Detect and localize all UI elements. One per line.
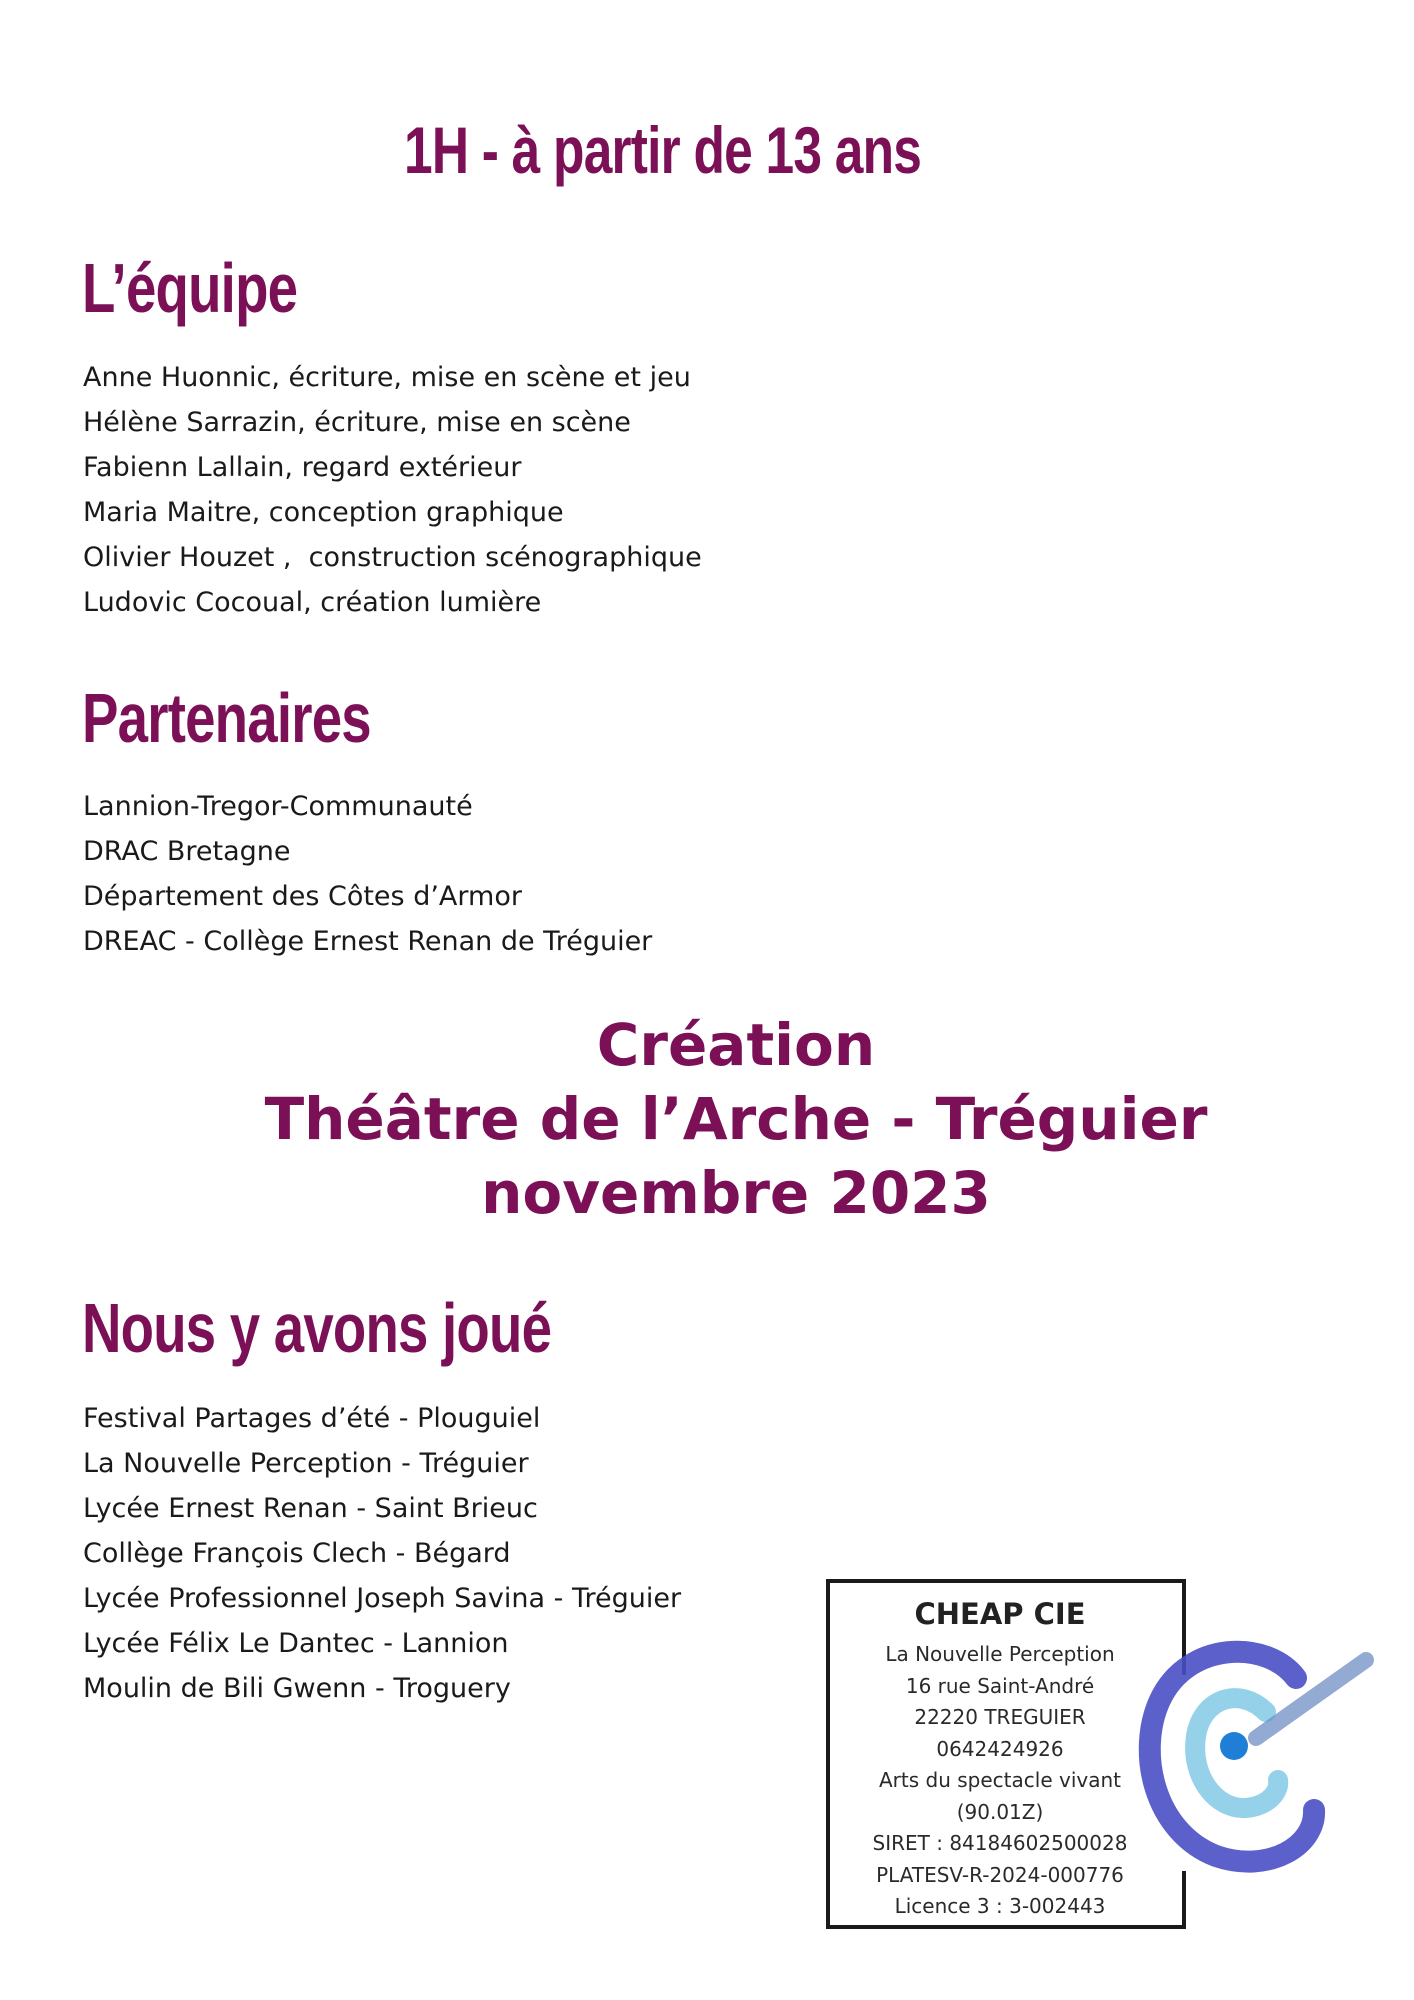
partenaires-title: Partenaires xyxy=(82,679,371,757)
venue-item: Festival Partages d’été - Plouguiel xyxy=(83,1403,541,1434)
venue-item: Lycée Félix Le Dantec - Lannion xyxy=(83,1628,509,1659)
company-line: (90.01Z) xyxy=(956,1799,1044,1824)
equipe-member: Maria Maitre, conception graphique xyxy=(83,497,564,528)
company-line: SIRET : 84184602500028 xyxy=(872,1831,1128,1855)
venue-list xyxy=(83,1396,681,1711)
joue-title: Nous y avons joué xyxy=(82,1289,552,1367)
logo-dot xyxy=(1220,1732,1248,1760)
equipe-member: Olivier Houzet , construction scénographique xyxy=(83,542,702,573)
company-line: 16 rue Saint-André xyxy=(905,1673,1095,1698)
card-frame-top xyxy=(830,1579,1182,1583)
equipe-member: Ludovic Cocoual, création lumière xyxy=(83,587,542,618)
creation-venue: Théâtre de l’Arche - Tréguier xyxy=(264,1085,1208,1153)
company-line: 22220 TREGUIER xyxy=(914,1705,1086,1729)
partner-item: Lannion-Tregor-Communauté xyxy=(83,791,473,822)
company-name: CHEAP CIE xyxy=(914,1597,1086,1631)
company-line: La Nouvelle Perception xyxy=(885,1642,1115,1666)
partner-item: DRAC Bretagne xyxy=(83,836,291,867)
creation-label: Création xyxy=(596,1011,876,1079)
company-line: Licence 3 : 3-002443 xyxy=(894,1894,1106,1918)
equipe-title: L’équipe xyxy=(82,249,298,327)
logo-brush-stroke xyxy=(1256,1660,1366,1738)
partner-item: DREAC - Collège Ernest Renan de Tréguier xyxy=(83,926,653,957)
venue-item: Lycée Ernest Renan - Saint Brieuc xyxy=(83,1493,538,1524)
partner-item: Département des Côtes d’Armor xyxy=(83,881,522,912)
venue-item: Lycée Professionnel Joseph Savina - Tréguier xyxy=(83,1583,682,1614)
equipe-member: Fabienn Lallain, regard extérieur xyxy=(83,452,522,483)
creation-date: novembre 2023 xyxy=(481,1159,991,1227)
age-line: 1H - à partir de 13 ans xyxy=(404,113,922,187)
creation-block xyxy=(0,1008,1414,1230)
company-line: Arts du spectacle vivant xyxy=(879,1768,1121,1792)
venue-item: Moulin de Bili Gwenn - Troguery xyxy=(83,1673,511,1704)
company-line: 0642424926 xyxy=(936,1736,1064,1761)
company-line: PLATESV-R-2024-000776 xyxy=(876,1862,1124,1887)
venue-item: La Nouvelle Perception - Tréguier xyxy=(83,1448,529,1479)
cheap-cie-logo-icon xyxy=(1118,1620,1384,1880)
equipe-member: Hélène Sarrazin, écriture, mise en scène xyxy=(83,407,631,438)
equipe-member: Anne Huonnic, écriture, mise en scène et jeu xyxy=(83,362,691,393)
equipe-list xyxy=(83,355,702,625)
partenaires-list xyxy=(83,784,652,964)
venue-item: Collège François Clech - Bégard xyxy=(83,1538,511,1569)
